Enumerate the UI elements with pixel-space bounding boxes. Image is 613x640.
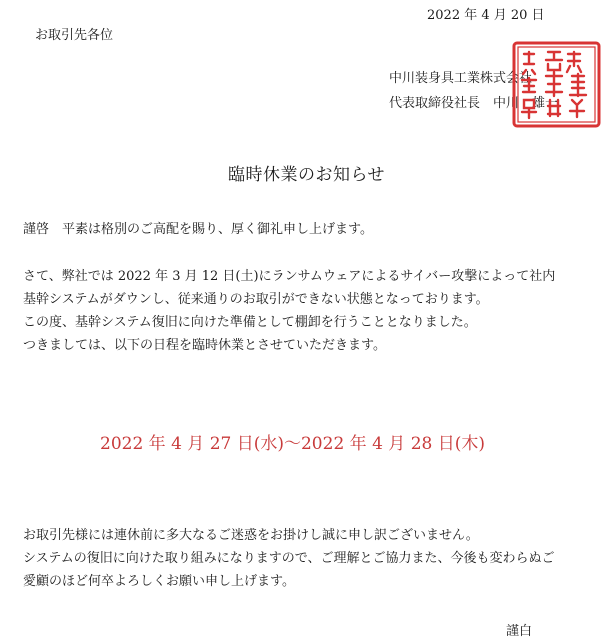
body-line: この度、基幹システム復旧に向けた準備として棚卸を行うこととなりました。 [23,315,477,330]
body-line: さて、弊社では 2022 年 3 月 12 日(土)にランサムウェアによるサイバー攻撃によって社内 [23,269,556,284]
closing-body-line: お取引先様には連休前に多大なるご迷惑をお掛けし誠に申し訳ございません。 [23,528,479,543]
company-name: 中川装身具工業株式会社 [389,71,533,86]
greeting-line: 謹啓 平素は格別のご高配を賜り、厚く御礼申し上げます。 [23,222,373,237]
closure-period: 2022 年 4 月 27 日(水)～2022 年 4 月 28 日(木) [100,434,485,454]
closing-body-line: 愛顧のほど何卒よろしくお願い申し上げます。 [23,574,295,589]
closing-body-line: システムの復旧に向けた取り組みになりますので、ご理解とご協力また、今後も変わらぬご [23,551,555,566]
representative-name: 代表取締役社長 中川 雄一 [389,96,559,111]
company-seal-stamp [510,40,603,129]
body-line: つきましては、以下の日程を臨時休業とさせていただきます。 [23,338,386,353]
notice-title: 臨時休業のお知らせ [228,165,385,185]
recipient-line: お取引先各位 [35,28,114,43]
closing-salutation: 謹白 [506,624,533,639]
body-line: 基幹システムがダウンし、従来通りのお取引ができない状態となっております。 [23,292,489,307]
document-date: 2022 年 4 月 20 日 [427,8,545,23]
